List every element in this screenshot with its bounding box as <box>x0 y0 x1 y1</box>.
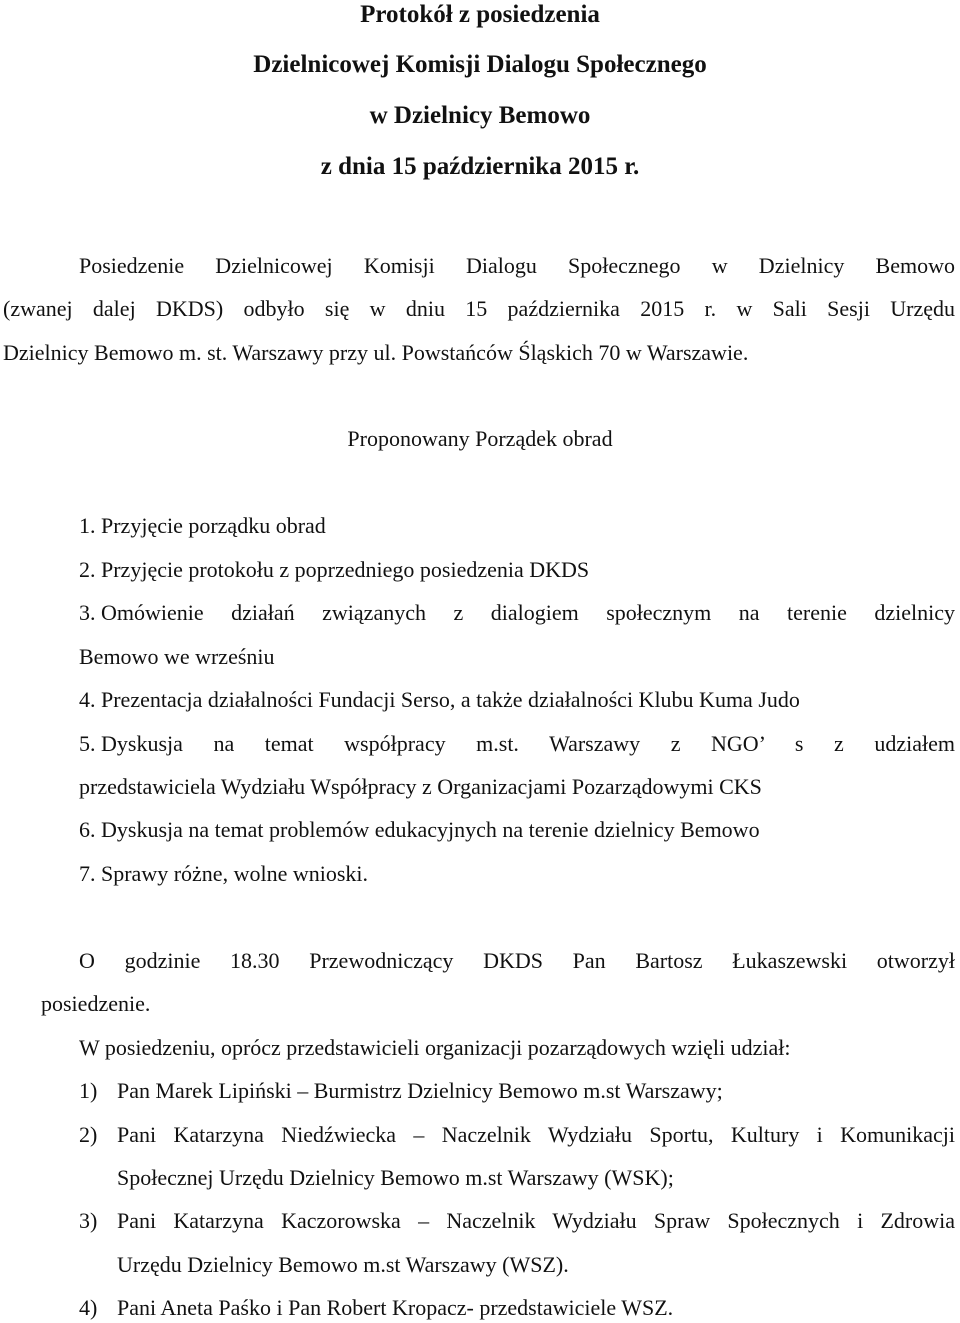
agenda-item-number: 3. <box>79 600 96 625</box>
agenda-item-number: 4. <box>79 687 96 712</box>
agenda-item-text: Prezentacja działalności Fundacji Serso, a także działalności Klubu Kuma Judo <box>101 687 800 712</box>
opening-line-1: O godzinie 18.30 Przewodniczący DKDS Pan Bartosz Łukaszewski otworzył <box>79 948 955 973</box>
participant-text: Społecznej Urzędu Dzielnicy Bemowo m.st Warszawy (WSK); <box>117 1165 674 1190</box>
participant-number: 4) <box>79 1295 98 1320</box>
intro-line-1: Posiedzenie Dzielnicowej Komisji Dialogu Społecznego w Dzielnicy Bemowo <box>79 253 955 278</box>
agenda-item-number: 5. <box>79 731 96 756</box>
agenda-item-text: Przyjęcie protokołu z poprzedniego posiedzenia DKDS <box>101 557 590 582</box>
agenda-item-text: Omówienie działań związanych z dialogiem społecznym na terenie dzielnicy <box>101 600 955 625</box>
intro-line-2: (zwanej dalej DKDS) odbyło się w dniu 15 października 2015 r. w Sali Sesji Urzędu <box>3 296 955 321</box>
title-line-4: z dnia 15 października 2015 r. <box>320 153 640 180</box>
participant-text: Pan Marek Lipiński – Burmistrz Dzielnicy Bemowo m.st Warszawy; <box>117 1078 723 1103</box>
agenda-heading: Proponowany Porządek obrad <box>347 426 613 451</box>
participant-text: Pani Katarzyna Niedźwiecka – Naczelnik Wydziału Sportu, Kultury i Komunikacji <box>117 1122 955 1147</box>
agenda-item-text: Przyjęcie porządku obrad <box>101 513 326 538</box>
agenda-item-number: 7. <box>79 861 96 886</box>
agenda-item-text: Dyskusja na temat współpracy m.st. Warszawy z NGO’ s z udziałem <box>101 731 955 756</box>
participants-intro: W posiedzeniu, oprócz przedstawicieli organizacji pozarządowych wzięli udział: <box>79 1035 791 1060</box>
title-line-1: Protokół z posiedzenia <box>360 1 600 28</box>
agenda-item-number: 6. <box>79 817 96 842</box>
participant-number: 2) <box>79 1122 98 1147</box>
agenda-item-text: Sprawy różne, wolne wnioski. <box>101 861 369 886</box>
agenda-item-text: przedstawiciela Wydziału Współpracy z Organizacjami Pozarządowymi CKS <box>79 774 762 799</box>
participant-text: Pani Katarzyna Kaczorowska – Naczelnik Wydziału Spraw Społecznych i Zdrowia <box>117 1208 955 1233</box>
participant-text: Urzędu Dzielnicy Bemowo m.st Warszawy (WSZ). <box>117 1252 569 1277</box>
title-line-3: w Dzielnicy Bemowo <box>369 102 591 129</box>
agenda-item-text: Bemowo we wrześniu <box>79 644 275 669</box>
agenda-item-number: 1. <box>79 513 96 538</box>
participant-text: Pani Aneta Paśko i Pan Robert Kropacz- przedstawiciele WSZ. <box>117 1295 674 1320</box>
intro-line-3: Dzielnicy Bemowo m. st. Warszawy przy ul. Powstańców Śląskich 70 w Warszawie. <box>3 340 749 365</box>
participant-number: 1) <box>79 1078 98 1103</box>
title-line-2: Dzielnicowej Komisji Dialogu Społecznego <box>253 51 707 78</box>
agenda-item-text: Dyskusja na temat problemów edukacyjnych na terenie dzielnicy Bemowo <box>101 817 760 842</box>
participant-number: 3) <box>79 1208 98 1233</box>
opening-line-2: posiedzenie. <box>41 991 151 1016</box>
agenda-item-number: 2. <box>79 557 96 582</box>
